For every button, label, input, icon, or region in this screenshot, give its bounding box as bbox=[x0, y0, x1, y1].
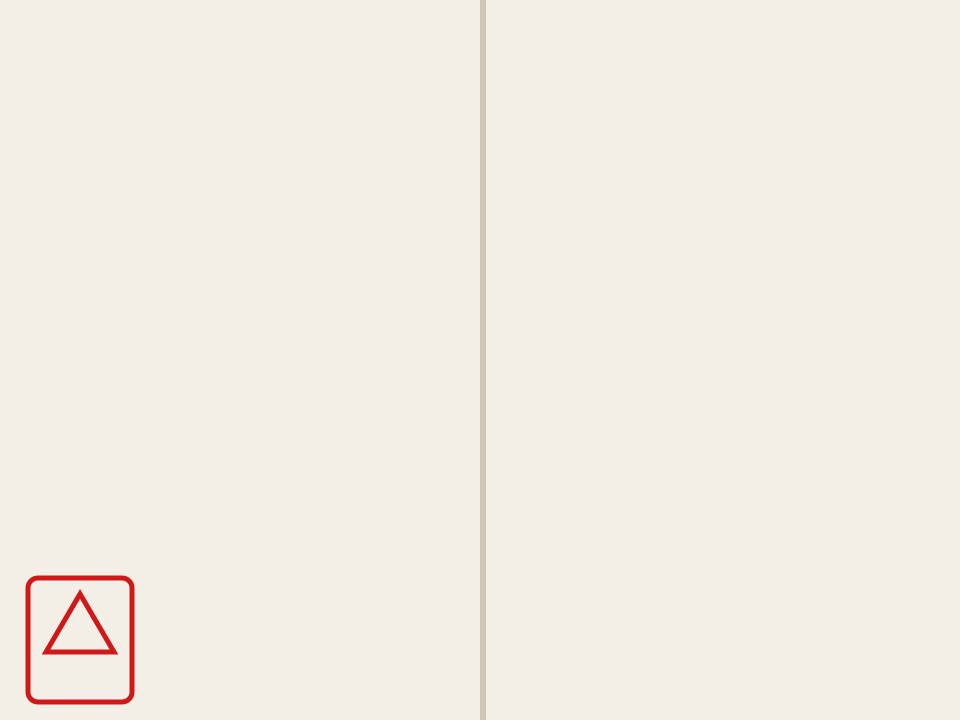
text-column bbox=[220, 54, 248, 678]
text-column bbox=[178, 54, 206, 678]
text-column bbox=[136, 54, 164, 678]
text-column bbox=[606, 54, 634, 678]
text-column bbox=[648, 54, 676, 678]
left-page-header bbox=[52, 54, 76, 334]
text-column bbox=[522, 54, 550, 678]
text-column bbox=[732, 54, 760, 678]
text-column bbox=[564, 54, 592, 678]
text-column bbox=[774, 54, 802, 678]
right-page bbox=[486, 0, 960, 720]
left-page-number bbox=[52, 520, 76, 610]
text-column bbox=[346, 54, 374, 678]
text-column bbox=[816, 54, 844, 678]
text-column bbox=[690, 54, 718, 678]
text-column bbox=[430, 54, 458, 678]
right-page-header bbox=[878, 54, 902, 334]
right-page-number bbox=[878, 520, 902, 610]
text-column bbox=[304, 54, 332, 678]
text-column bbox=[94, 54, 122, 678]
text-column bbox=[388, 54, 416, 678]
text-column bbox=[262, 54, 290, 678]
